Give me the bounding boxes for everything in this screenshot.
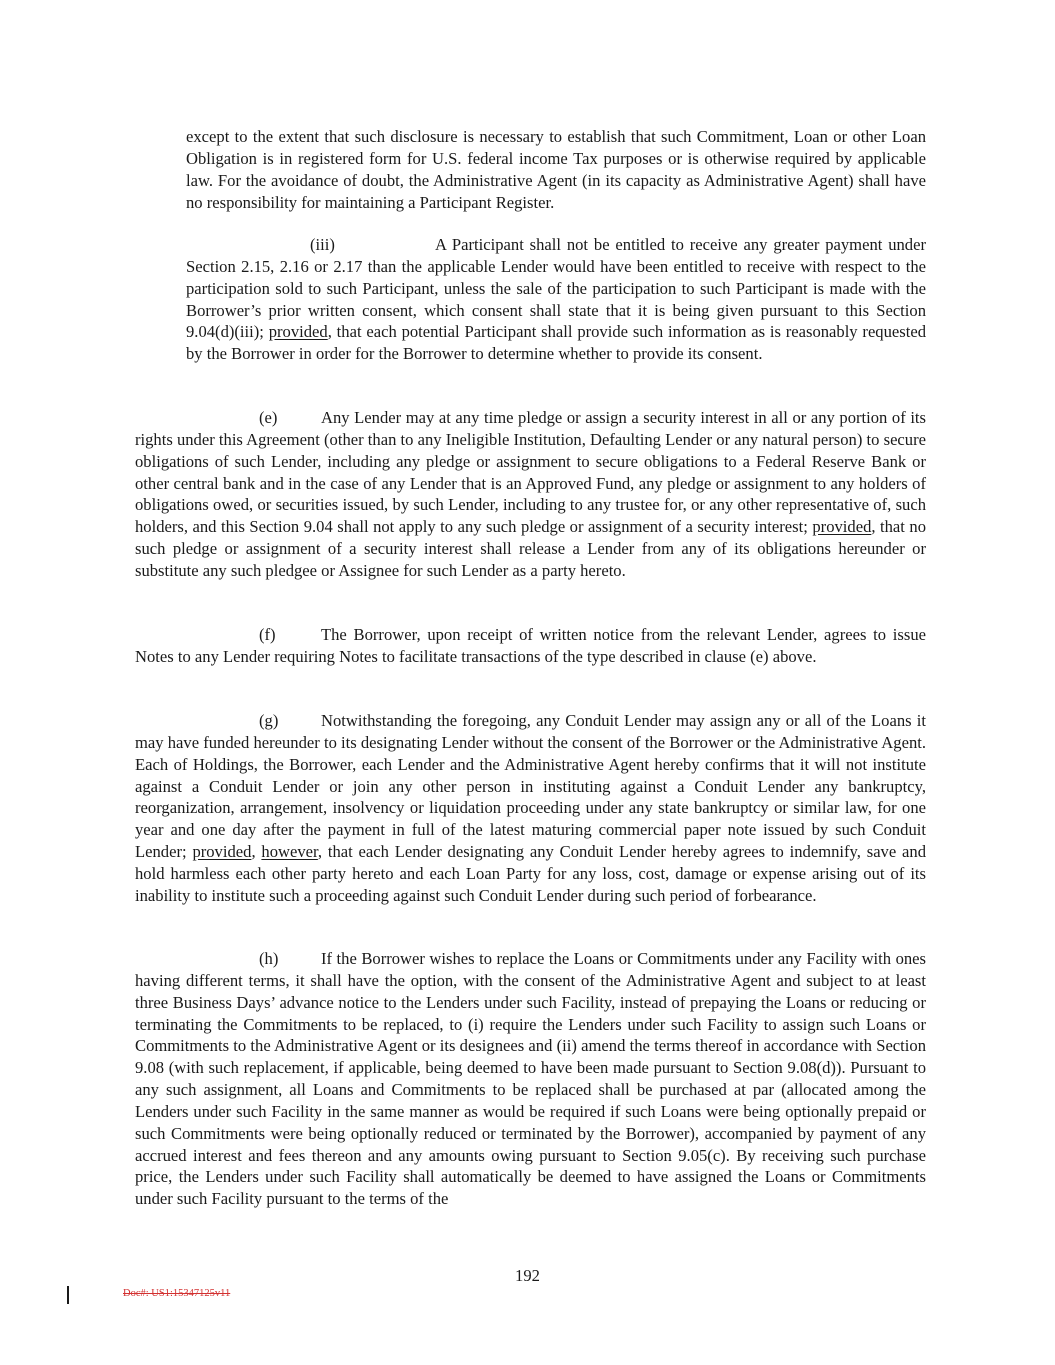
paragraph-text: If the Borrower wishes to replace the Loans or Commitments under any Facility with ones having different terms, it shall have the option, with the consent of the Administrative Agent and subject to at least three Business Days’ advance notice to the Lenders under such Facility, instead of prepaying the Loans or reducing or terminating the Commitments to be replaced, to (i) require the Lenders under such Facility to assign such Loans or Commitments to the Administrative Agent or its designees and (ii) amend the terms thereof in accordance with Section 9.08 (with such replacement, if applicable, being deemed to have been made pursuant to Section 9.08(d)). Pursuant to any such assignment, all Loans and Commitments to be replaced shall be purchased at par (allocated among the Lenders under such Facility in the same manner as would be required if such Loans were being optionally prepaid or such Commitments were being optionally reduced or terminated by the Borrower), accompanied by payment of any accrued interest and fees thereon and any amounts owing pursuant to Section 9.05(c). By receiving such purchase price, the Lenders under such Facility shall automatically be deemed to have assigned the Loans or Commitments under such Facility pursuant to the terms of the (135, 949, 926, 1209)
paragraph-text: The Borrower, upon receipt of written notice from the relevant Lender, agrees to issue Notes to any Lender requiring Notes to facilitate transactions of the type described in clause (e) above. (135, 625, 926, 666)
paragraph-iii (186, 234, 926, 365)
clause-label: (h) (259, 949, 279, 968)
provided-term: provided (268, 322, 328, 342)
clause-label: (iii) (310, 235, 335, 254)
paragraph-text-continued: , that each potential Participant shall provide such information as is reasonably requested by the Borrower in order for the Borrower to determine whether to provide its consent. (186, 322, 926, 364)
paragraph-text: Any Lender may at any time pledge or assign a security interest in all or any portion of its rights under this Agreement (other than to any Ineligible Institution, Defaulting Lender or any natural person) to secure obligations of such Lender, including any pledge or assignment to secure obligations to a Federal Reserve Bank or other central bank and in the case of any Lender that is an Approved Fund, any pledge or assignment to any holders of obligations owed, or securities issued, by such Lender, including to any trustee for, or any other representative of, such holders, and this Section 9.04 shall not apply to any such pledge or assignment of a security interest; (135, 408, 926, 537)
paragraph-text: except to the extent that such disclosure is necessary to establish that such Commitment, Loan or other Loan Obligation is in registered form for U.S. federal income Tax purposes or is otherwise required by applicable law. For the avoidance of doubt, the Administrative Agent (in its capacity as Administrative Agent) shall have no responsibility for maintaining a Participant Register. (186, 127, 926, 212)
provided-term: provided (192, 842, 252, 862)
paragraph-g (135, 710, 926, 907)
provided-term: provided (812, 517, 872, 537)
document-id: Doc#: US1:15347125v11 (123, 1288, 231, 1299)
page-number: 192 (515, 1266, 540, 1285)
paragraph-f (135, 624, 926, 668)
paragraph-text: A Participant shall not be entitled to receive any greater payment under Section 2.15, 2.16 or 2.17 than the applicable Lender would have been entitled to receive with respect to the participation sold to such Participant, unless the sale of the participation to such Participant is made with the Borrower’s prior written consent, which consent shall state that it is being given pursuant to this Section 9.04(d)(iii); (186, 235, 926, 342)
clause-label: (f) (259, 625, 276, 644)
clause-label: (g) (259, 711, 279, 730)
revision-change-bar (67, 1286, 69, 1304)
paragraph-text-continued: , that no such pledge or assignment of a security interest shall release a Lender from any of its obligations hereunder or substitute any such pledgee or Assignee for such Lender as a party hereto. (135, 517, 927, 580)
however-term: however (261, 842, 318, 862)
paragraph-h (135, 948, 926, 1210)
clause-label: (e) (259, 408, 278, 427)
paragraph-text: Notwithstanding the foregoing, any Conduit Lender may assign any or all of the Loans it may have funded hereunder to its designating Lender without the consent of the Borrower or the Administrative Agent. Each of Holdings, the Borrower, each Lender and the Administrative Agent hereby confirms that it will not institute against a Conduit Lender or join any other person in instituting against a Conduit Lender any bankruptcy, reorganization, arrangement, insolvency or liquidation proceeding under any state bankruptcy or similar law, for one year and one day after the payment in full of the latest maturing commercial paper note issued by such Conduit Lender; (135, 711, 926, 862)
paragraph-text-continued: , that each Lender designating any Conduit Lender hereby agrees to indemnify, save and hold harmless each other party hereto and each Loan Party for any loss, cost, damage or expense arising out of its inability to institute such a proceeding against such Conduit Lender during such period of forbearance. (135, 842, 926, 905)
term-separator: , (251, 842, 262, 862)
paragraph-e (135, 407, 926, 582)
paragraph-continuation (186, 126, 926, 213)
